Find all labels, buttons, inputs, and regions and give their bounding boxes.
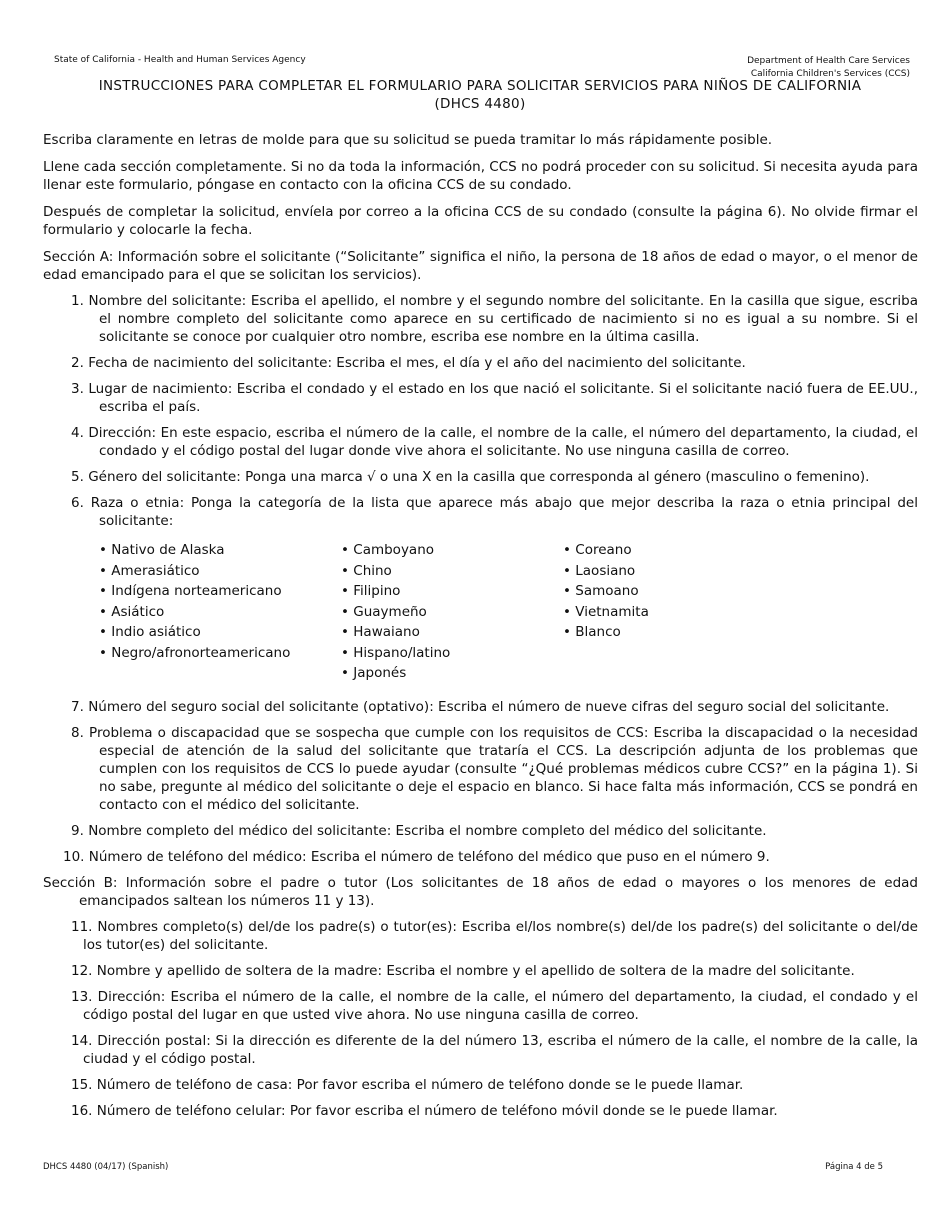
list-item: • Indio asiático (99, 622, 341, 643)
page-title (40, 77, 920, 113)
list-item: • Japonés (341, 663, 563, 684)
list-item: • Samoano (563, 581, 763, 602)
instruction-item: 13. Dirección: Escriba el número de la calle, el nombre de la calle, el número del departamento, la ciudad, el condado y el código postal del lugar en que usted vive ahora. No use ninguna casilla de correo. (71, 988, 918, 1023)
instruction-item: 11. Nombres completo(s) del/de los padre(s) o tutor(es): Escriba el/los nombre(s) del/de los padre(s) del solicitante o del/de los tutor(es) del solicitante. (71, 918, 918, 953)
list-item: • Nativo de Alaska (99, 540, 341, 561)
list-item: • Vietnamita (563, 602, 763, 623)
list-item: • Negro/afronorteamericano (99, 643, 341, 664)
instruction-item: 10. Número de teléfono del médico: Escriba el número de teléfono del médico que puso en el número 9. (63, 848, 770, 865)
list-item: • Amerasiático (99, 561, 341, 582)
list-item: • Filipino (341, 581, 563, 602)
instruction-item: 15. Número de teléfono de casa: Por favor escriba el número de teléfono donde se le puede llamar. (71, 1076, 744, 1093)
intro-paragraph: Escriba claramente en letras de molde para que su solicitud se pueda tramitar lo más rápidamente posible. (43, 132, 773, 148)
intro-paragraph: Después de completar la solicitud, envíela por correo a la oficina CCS de su condado (consulte la página 6). No olvide firmar el formulario y colocarle la fecha. (43, 204, 918, 238)
instruction-item: 6. Raza o etnia: Ponga la categoría de la lista que aparece más abajo que mejor describa la raza o etnia principal del solicitante: (71, 495, 918, 529)
footer-page-number: Página 4 de 5 (825, 1162, 883, 1172)
race-list (99, 540, 918, 684)
instruction-item: 9. Nombre completo del médico del solicitante: Escriba el nombre completo del médico del solicitante. (71, 822, 767, 839)
race-column (563, 540, 763, 684)
instruction-item: 1. Nombre del solicitante: Escriba el apellido, el nombre y el segundo nombre del solicitante. En la casilla que sigue, escriba el nombre completo del solicitante como aparece en su certificado de nacimiento si no es igual a su nombre. Si el solicitante se conoce por cualquier otro nombre, escriba ese nombre en la última casilla. (71, 293, 919, 345)
instruction-item: 2. Fecha de nacimiento del solicitante: Escriba el mes, el día y el año del nacimiento del solicitante. (71, 355, 746, 371)
header-department-line2: California Children's Services (CCS) (750, 69, 910, 79)
list-item: • Guaymeño (341, 602, 563, 623)
list-item: • Asiático (99, 602, 341, 623)
header-agency: State of California - Health and Human Services Agency (54, 55, 306, 65)
instruction-item: 12. Nombre y apellido de soltera de la madre: Escriba el nombre y el apellido de soltera de la madre del solicitante. (71, 962, 855, 979)
instruction-item: 3. Lugar de nacimiento: Escriba el condado y el estado en los que nació el solicitante. Si el solicitante nació fuera de EE.UU., escriba el país. (71, 381, 918, 415)
footer-form-id: DHCS 4480 (04/17) (Spanish) (43, 1162, 169, 1172)
list-item: • Chino (341, 561, 563, 582)
list-item: • Camboyano (341, 540, 563, 561)
document-body (43, 131, 918, 1128)
title-line1: INSTRUCCIONES PARA COMPLETAR EL FORMULARIO PARA SOLICITAR SERVICIOS PARA NIÑOS DE CALIFORNIA (98, 78, 862, 94)
list-item: • Coreano (563, 540, 763, 561)
race-column (341, 540, 563, 684)
list-item: • Hispano/latino (341, 643, 563, 664)
intro-paragraph: Llene cada sección completamente. Si no da toda la información, CCS no podrá proceder con su solicitud. Si necesita ayuda para llenar este formulario, póngase en contacto con la oficina CCS de su condado. (43, 159, 918, 193)
title-form-number: (DHCS 4480) (434, 96, 526, 112)
instruction-item: 7. Número del seguro social del solicitante (optativo): Escriba el número de nueve cifras del seguro social del solicitante. (71, 698, 890, 715)
list-item: • Laosiano (563, 561, 763, 582)
section-b-items (43, 918, 918, 1120)
section-a-items (43, 292, 918, 530)
section-a-heading: Sección A: Información sobre el solicitante (“Solicitante” significa el niño, la persona de 18 años de edad o mayor, o el menor de edad emancipado para el que se solicitan los servicios). (43, 249, 918, 283)
instruction-item: 8. Problema o discapacidad que se sospecha que cumple con los requisitos de CCS: Escriba la discapacidad o la necesidad especial de atención de la salud del solicitante que trataría el CCS. La descripción adjunta de los problemas que cumplen con los requisitos de CCS lo puede ayudar (consulte “¿Qué problemas médicos cubre CCS?” en la página 1). Si no sabe, pregunte al médico del solicitante o deje el espacio en blanco. Si hace falta más información, CCS se pondrá en contacto con el médico del solicitante. (71, 724, 918, 813)
header-department-line1: Department of Health Care Services (747, 56, 910, 66)
list-item: • Indígena norteamericano (99, 581, 341, 602)
race-column (99, 540, 341, 684)
section-b-heading: Sección B: Información sobre el padre o tutor (Los solicitantes de 18 años de edad o mayores o los menores de edad emancipados saltean los números 11 y 13). (43, 874, 918, 909)
section-a-items-continued (43, 698, 918, 866)
instruction-item: 14. Dirección postal: Si la dirección es diferente de la del número 13, escriba el número de la calle, el nombre de la calle, la ciudad y el código postal. (71, 1032, 919, 1067)
instruction-item: 5. Género del solicitante: Ponga una marca √ o una X en la casilla que corresponda al género (masculino o femenino). (71, 469, 870, 485)
list-item: • Blanco (563, 622, 763, 643)
instruction-item: 16. Número de teléfono celular: Por favor escriba el número de teléfono móvil donde se le puede llamar. (71, 1102, 778, 1119)
instruction-item: 4. Dirección: En este espacio, escriba el número de la calle, el nombre de la calle, el número del departamento, la ciudad, el condado y el código postal del lugar donde vive ahora el solicitante. No use ninguna casilla de correo. (71, 425, 918, 459)
list-item: • Hawaiano (341, 622, 563, 643)
